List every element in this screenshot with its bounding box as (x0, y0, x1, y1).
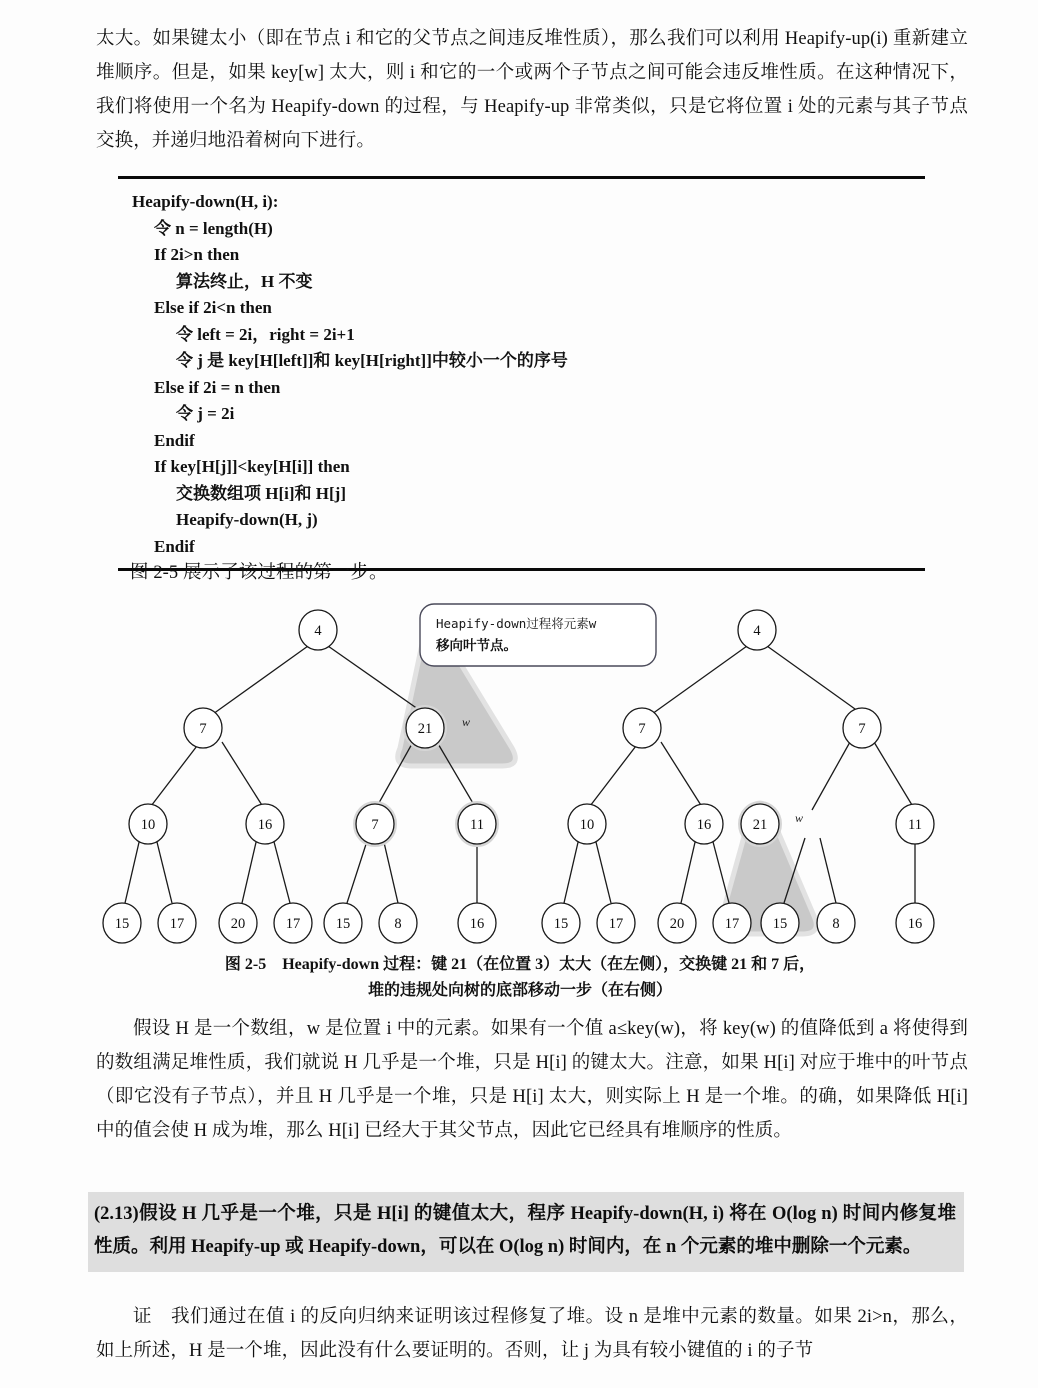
callout-box (420, 604, 656, 666)
paragraph-top: 太大。如果键太小（即在节点 i 和它的父节点之间违反堆性质），那么我们可以利用 Heapify-up(i) 重新建立堆顺序。但是，如果 key[w] 太大，则 i 和它的一个或两个子节点之间可能会违反堆性质。在这种情况下，我们将使用一个名为 Heapify-down 的过程，与 Heapify-up 非常类似，只是它将位置 i 处的元素与其子节点交换，并递归地沿着树向下进行。 (96, 29, 968, 151)
node-label: 11 (470, 817, 484, 833)
tree-node (843, 708, 881, 748)
pseudocode-line-6: 令 j 是 key[H[left]]和 key[H[right]]中较小一个的序号 (176, 351, 568, 370)
node-label: 8 (394, 916, 402, 932)
tree-node (299, 610, 337, 650)
tree-node (379, 903, 417, 943)
callout-line-1: Heapify-down过程将元素w (436, 616, 597, 631)
node-label: 15 (114, 916, 130, 932)
tree-node-highlighted (457, 803, 497, 845)
tree-node (713, 903, 751, 943)
tree-node-highlighted (405, 707, 445, 749)
node-label: 7 (638, 721, 646, 737)
node-label: 17 (285, 916, 301, 932)
tree-node (219, 903, 257, 943)
tree-node-highlighted (355, 803, 395, 845)
pseudocode-line-13: Endif (154, 536, 195, 556)
pseudocode-line-8: 令 j = 2i (176, 404, 235, 423)
pseudocode-line-1: 令 n = length(H) (154, 218, 273, 238)
paragraph-after-figure: 假设 H 是一个数组，w 是位置 i 中的元素。如果有一个值 a≤key(w)，将 key(w) 的值降低到 a 将使得到的数组满足堆性质，我们就说 H 几乎是一个堆，只是 H[i] 的键太大。注意，如果 H[i] 对应于堆中的叶节点（即它没有子节点），并且 H 几乎是一个堆，只是 H[i] 太大，则实际上 H 是一个堆。的确，如果降低 H[i] 中的值会使 H 成为堆，那么 H[i] 已经大于其父节点，因此它已经具有堆顺序的性质。 (96, 1019, 968, 1141)
node-label: 15 (335, 916, 351, 932)
tree-node (896, 903, 934, 943)
node-label: 16 (907, 916, 923, 932)
pseudocode-line-5: 令 left = 2i，right = 2i+1 (176, 324, 355, 344)
node-label: 16 (469, 916, 485, 932)
proof-paragraph: 证 我们通过在值 i 的反向归纳来证明该过程修复了堆。设 n 是堆中元素的数量。如果 2i>n，那么，如上所述，H 是一个堆，因此没有什么要证明的。否则，让 j 为具有较小键值的 i 的子节 (96, 1307, 968, 1361)
node-label: 15 (772, 916, 788, 932)
node-label: 17 (608, 916, 624, 932)
tree-node (597, 903, 635, 943)
figure-caption-line-2: 堆的违规处向树的底部移动一步（在右侧） (367, 982, 672, 999)
w-label-right: w (795, 811, 804, 825)
node-label: 21 (752, 817, 768, 833)
node-label: 20 (669, 916, 685, 932)
figure-caption-line-1: 图 2-5 Heapify-down 过程：键 21（在位置 3）太大（在左侧），交换键 21 和 7 后， (224, 956, 816, 973)
pseudocode-line-11: 交换数组项 H[i]和 H[j] (176, 483, 346, 503)
node-label: 7 (371, 817, 379, 833)
tree-node (158, 903, 196, 943)
pseudocode-line-7: Else if 2i = n then (154, 377, 281, 397)
tree-node (246, 804, 284, 844)
pseudocode-line-4: Else if 2i<n then (154, 298, 272, 317)
node-label: 17 (169, 916, 185, 932)
node-label: 16 (257, 817, 273, 833)
tree-node (896, 804, 934, 844)
w-label-left: w (462, 715, 471, 729)
tree-node (184, 708, 222, 748)
figure-intro-line: 图 2-5 展示了该过程的第一步。 (130, 563, 388, 583)
theorem-number: (2.13) (94, 1204, 139, 1224)
theorem-text: 假设 H 几乎是一个堆，只是 H[i] 的键值太大，程序 Heapify-down(H, i) 将在 O(log n) 时间内修复堆性质。利用 Heapify-up 或 Heapify-down，可以在 O(log n) 时间内，在 n 个元素的堆中删除一个元素。 (94, 1204, 956, 1257)
node-label: 10 (579, 817, 595, 833)
tree-node (738, 610, 776, 650)
tree-node (274, 903, 312, 943)
theorem-box-2-13 (88, 1192, 964, 1272)
figure-2-5 (100, 598, 980, 948)
pseudocode-line-12: Heapify-down(H, j) (176, 510, 318, 529)
tree-node (458, 903, 496, 943)
node-label: 8 (832, 916, 840, 932)
node-label: 17 (724, 916, 740, 932)
pseudocode-line-9: Endif (154, 430, 195, 450)
tree-node (103, 903, 141, 943)
pseudocode-line-0: Heapify-down(H, i): (132, 192, 279, 211)
tree-node (658, 903, 696, 943)
node-label: 7 (199, 721, 207, 737)
callout-line-2: 移向叶节点。 (436, 638, 517, 653)
tree-node (685, 804, 723, 844)
node-label: 16 (696, 817, 712, 833)
tree-node (623, 708, 661, 748)
node-label: 4 (314, 623, 322, 639)
node-label: 21 (417, 721, 433, 737)
tree-node-highlighted (817, 903, 855, 943)
node-label: 20 (230, 916, 246, 932)
node-label: 7 (858, 721, 866, 737)
tree-node (129, 804, 167, 844)
pseudocode-line-10: If key[H[j]]<key[H[i]] then (154, 457, 350, 476)
node-label: 11 (908, 817, 922, 833)
pseudocode-line-3: 算法终止，H 不变 (176, 271, 313, 291)
pseudocode-block (118, 176, 925, 571)
figure-caption (100, 952, 940, 1004)
node-label: 10 (140, 817, 156, 833)
pseudocode-line-2: If 2i>n then (154, 245, 240, 264)
node-label: 15 (553, 916, 569, 932)
tree-node (324, 903, 362, 943)
tree-node-highlighted (740, 803, 780, 845)
pseudocode-lines (118, 179, 925, 566)
tree-node-highlighted (761, 903, 799, 943)
tree-node (568, 804, 606, 844)
node-label: 4 (753, 623, 761, 639)
heap-trees-svg (100, 598, 980, 948)
tree-node (542, 903, 580, 943)
